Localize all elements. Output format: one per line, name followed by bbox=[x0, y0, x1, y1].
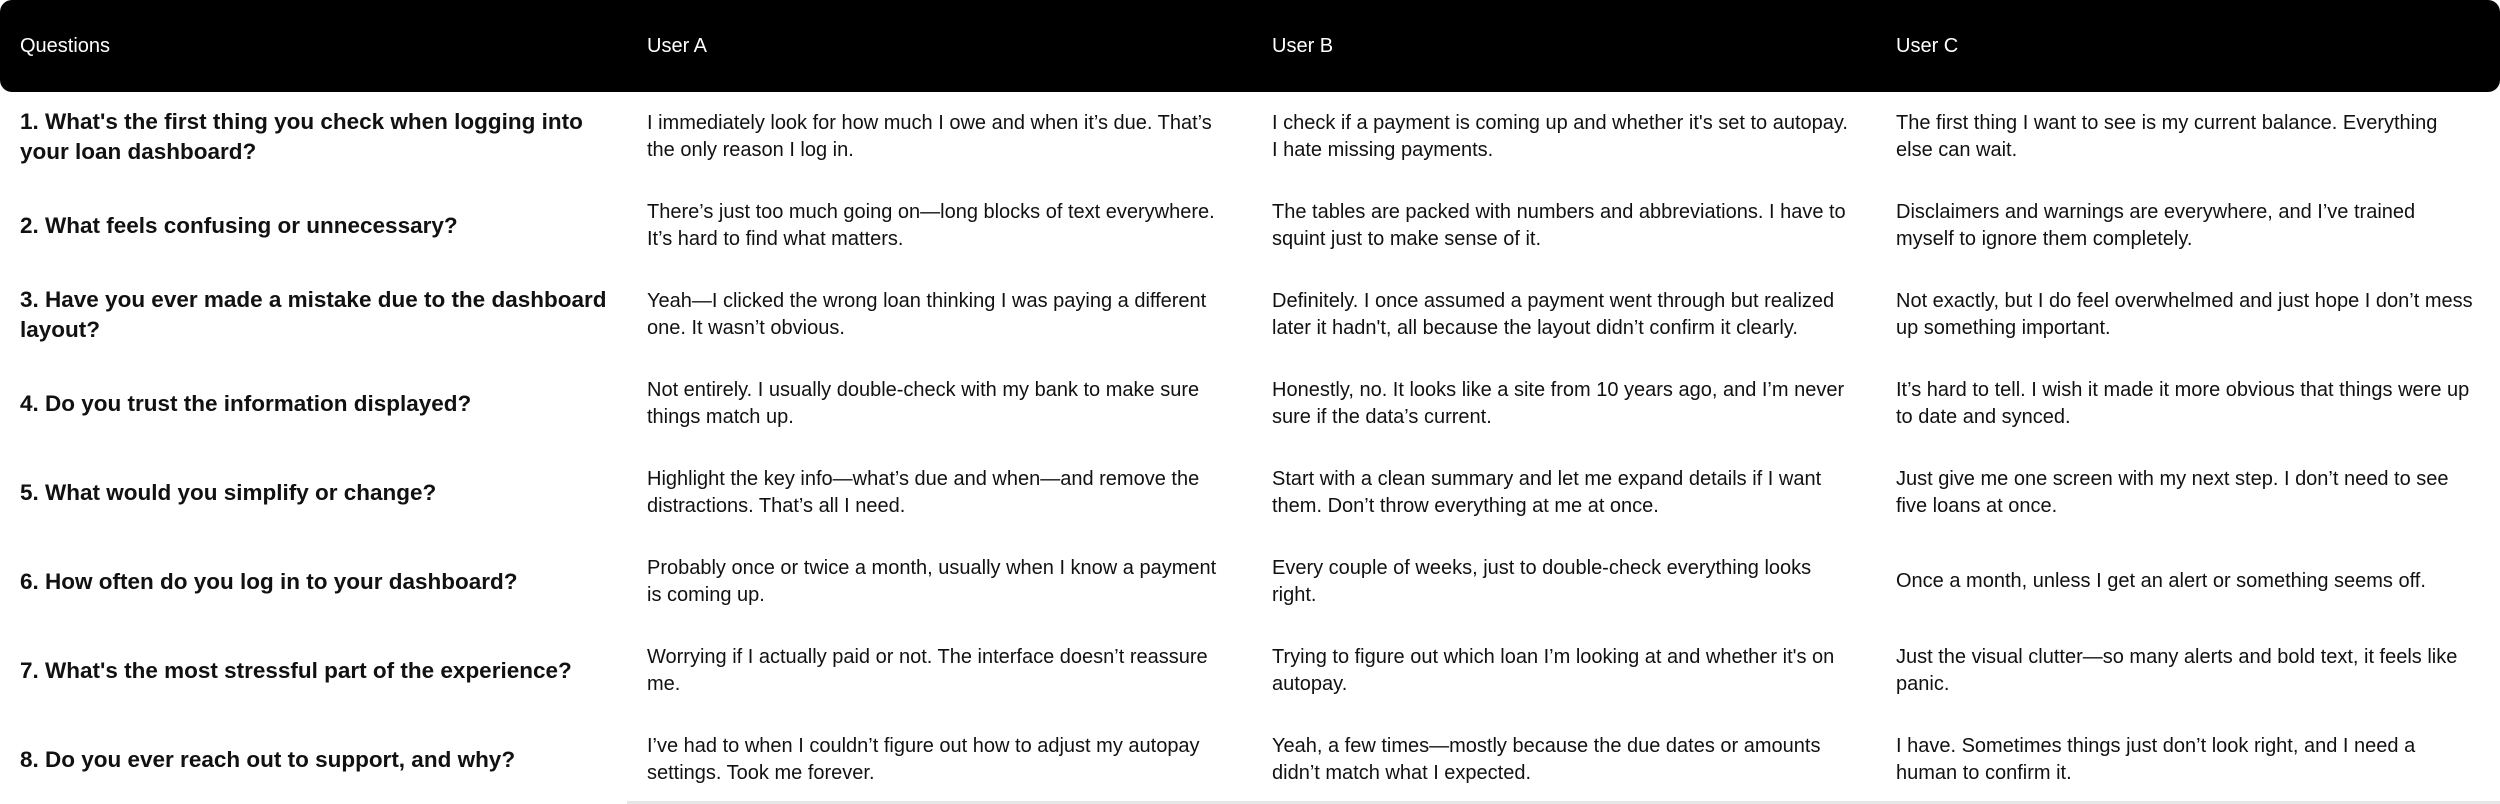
table-row bbox=[0, 270, 2500, 359]
user-b-answer: The tables are packed with numbers and abbreviations. I have to squint just to make sense of it. bbox=[1272, 200, 1846, 250]
user-c-answer: Not exactly, but I do feel overwhelmed and just hope I don’t mess up something important. bbox=[1896, 289, 2473, 339]
user-c-answer: Just the visual clutter—so many alerts and bold text, it feels like panic. bbox=[1896, 645, 2458, 695]
user-a-answer: Highlight the key info—what’s due and when—and remove the distractions. That’s all I need. bbox=[647, 467, 1200, 517]
user-a-answer: I’ve had to when I couldn’t figure out how to adjust my autopay settings. Took me forever. bbox=[647, 734, 1200, 784]
user-c-answer: It’s hard to tell. I wish it made it more obvious that things were up to date and synced. bbox=[1896, 378, 2470, 428]
question-cell: 7. What's the most stressful part of the experience? bbox=[20, 657, 572, 683]
header-user-b: User B bbox=[1272, 34, 1334, 57]
question-cell: 4. Do you trust the information displayed? bbox=[20, 390, 472, 416]
table-row bbox=[0, 537, 2500, 626]
user-a-answer: Worrying if I actually paid or not. The interface doesn’t reassure me. bbox=[647, 645, 1208, 695]
table-row bbox=[0, 359, 2500, 448]
user-b-answer: Trying to figure out which loan I’m looking at and whether it's on autopay. bbox=[1272, 645, 1835, 695]
user-b-answer: Start with a clean summary and let me expand details if I want them. Don’t throw everything at me at once. bbox=[1272, 467, 1822, 517]
user-c-answer: Just give me one screen with my next step. I don’t need to see five loans at once. bbox=[1896, 467, 2449, 517]
user-b-answer: I check if a payment is coming up and whether it's set to autopay. I hate missing payments. bbox=[1272, 111, 1848, 161]
question-cell: 3. Have you ever made a mistake due to the dashboard layout? bbox=[20, 286, 607, 342]
table-row bbox=[0, 92, 2500, 181]
table-row bbox=[0, 448, 2500, 537]
header-questions: Questions bbox=[20, 34, 111, 57]
user-c-answer: I have. Sometimes things just don’t look right, and I need a human to confirm it. bbox=[1896, 734, 2416, 784]
table-header bbox=[0, 0, 2500, 92]
table-row bbox=[0, 715, 2500, 804]
table-body bbox=[0, 92, 2500, 804]
question-cell: 8. Do you ever reach out to support, and why? bbox=[20, 746, 516, 772]
user-b-answer: Definitely. I once assumed a payment went through but realized later it hadn't, all because the layout didn’t confirm it clearly. bbox=[1272, 289, 1835, 339]
user-a-answer: Yeah—I clicked the wrong loan thinking I was paying a different one. It wasn’t obvious. bbox=[647, 289, 1207, 339]
user-c-answer: Disclaimers and warnings are everywhere, and I’ve trained myself to ignore them completely. bbox=[1896, 200, 2416, 250]
header-user-a: User A bbox=[647, 34, 708, 57]
user-a-answer: I immediately look for how much I owe and when it’s due. That’s the only reason I log in. bbox=[647, 111, 1212, 161]
table-row bbox=[0, 181, 2500, 270]
user-b-answer: Yeah, a few times—mostly because the due dates or amounts didn’t match what I expected. bbox=[1272, 734, 1821, 784]
user-c-answer: The first thing I want to see is my current balance. Everything else can wait. bbox=[1896, 111, 2438, 161]
user-b-answer: Every couple of weeks, just to double-check everything looks right. bbox=[1272, 556, 1812, 606]
user-a-answer: Probably once or twice a month, usually when I know a payment is coming up. bbox=[647, 556, 1217, 606]
user-a-answer: There’s just too much going on—long blocks of text everywhere. It’s hard to find what matters. bbox=[647, 200, 1215, 250]
table-row bbox=[0, 626, 2500, 715]
header-user-c: User C bbox=[1896, 34, 1959, 57]
user-a-answer: Not entirely. I usually double-check with my bank to make sure things match up. bbox=[647, 378, 1200, 428]
user-b-answer: Honestly, no. It looks like a site from 10 years ago, and I’m never sure if the data’s current. bbox=[1272, 378, 1845, 428]
question-cell: 6. How often do you log in to your dashboard? bbox=[20, 568, 518, 594]
question-cell: 2. What feels confusing or unnecessary? bbox=[20, 212, 458, 238]
question-cell: 5. What would you simplify or change? bbox=[20, 479, 437, 505]
question-cell: 1. What's the first thing you check when logging into your loan dashboard? bbox=[20, 108, 583, 164]
user-c-answer: Once a month, unless I get an alert or something seems off. bbox=[1896, 570, 2426, 592]
